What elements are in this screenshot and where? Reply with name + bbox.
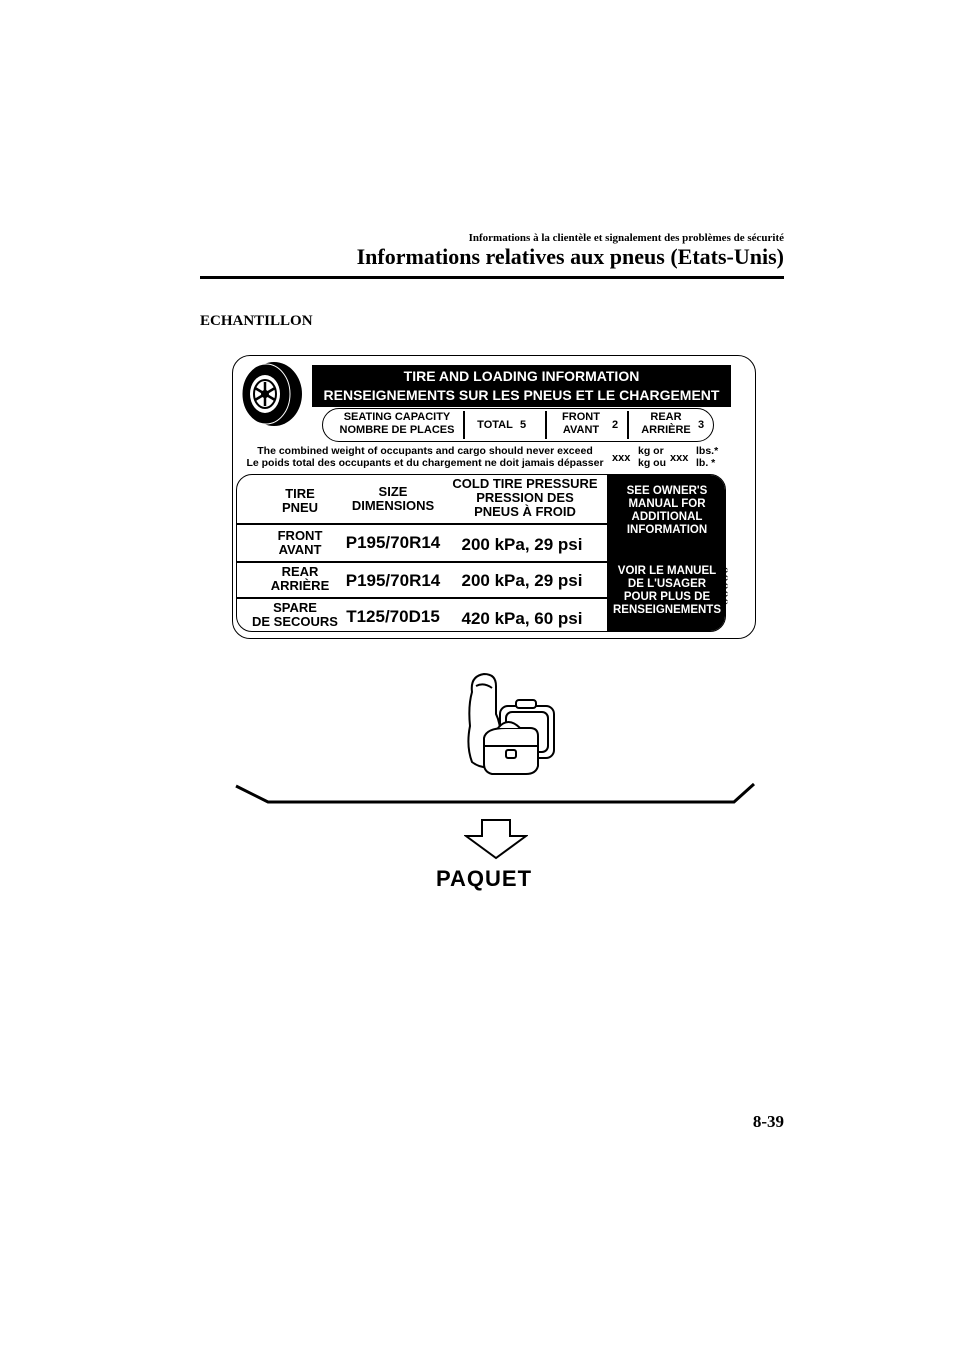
cargo-label: PAQUET [436, 866, 533, 891]
placard-title-fr: RENSEIGNEMENTS SUR LES PNEUS ET LE CHARGEMENT [323, 387, 720, 403]
header-rule [200, 276, 784, 279]
side-text-fr: VOIR LE MANUEL DE L'USAGER POUR PLUS DE RENSEIGNEMENTS [613, 565, 721, 616]
sample-heading: ECHANTILLON [200, 313, 313, 329]
seating-label: SEATING CAPACITY NOMBRE DE PLACES [339, 411, 455, 436]
header-pressure: COLD TIRE PRESSURE PRESSION DES PNEUS À FROID [452, 476, 598, 519]
weight-kg-placeholder: xxx [612, 452, 631, 464]
lbs-units: lbs.* lb. * [696, 445, 719, 469]
seating-capacity-bar [322, 408, 714, 442]
row-spare-pressure: 420 kPa, 60 psi [461, 609, 583, 628]
row-front-label: FRONT AVANT [277, 528, 323, 557]
front-seat-label: FRONT AVANT [562, 411, 600, 436]
row-rear-size: P195/70R14 [345, 571, 441, 590]
row-front-size: P195/70R14 [345, 533, 441, 552]
combined-weight-text: The combined weight of occupants and cargo should never exceed Le poids total des occupants et du chargement ne doit jamais dépasser [246, 445, 604, 469]
placard-code: (XXXX) [716, 566, 730, 607]
page-title: Informations relatives aux pneus (Etats-Unis) [356, 244, 784, 269]
placard-title-en: TIRE AND LOADING INFORMATION [403, 368, 640, 384]
total-label: TOTAL [477, 419, 513, 431]
weight-lbs-placeholder: xxx [670, 452, 689, 464]
row-spare-size: T125/70D15 [346, 607, 440, 626]
kg-units: kg or kg ou [638, 445, 666, 469]
tire-icon [238, 360, 304, 428]
owners-manual-panel [607, 475, 726, 632]
rear-seat-label: REAR ARRIÈRE [641, 411, 691, 436]
side-text-en: SEE OWNER'S MANUAL FOR ADDITIONAL INFORMATION [626, 485, 708, 536]
header-size: SIZE DIMENSIONS [351, 484, 435, 513]
floor-line [234, 782, 758, 810]
total-value: 5 [519, 419, 527, 431]
tire-pressure-table [236, 474, 726, 632]
row-front-pressure: 200 kPa, 29 psi [461, 535, 583, 554]
placard-title [312, 365, 731, 407]
header-tire: TIRE PNEU [281, 486, 319, 515]
page-number: 8-39 [752, 1112, 784, 1131]
row-rear-pressure: 200 kPa, 29 psi [461, 571, 583, 590]
row-rear-label: REAR ARRIÈRE [270, 564, 330, 593]
front-seat-value: 2 [611, 419, 619, 431]
section-subtitle: Informations à la clientèle et signalement des problèmes de sécurité [468, 232, 784, 244]
rear-seat-value: 3 [697, 419, 705, 431]
down-arrow-icon [464, 818, 528, 860]
row-spare-label: SPARE DE SECOURS [252, 600, 338, 629]
luggage-illustration [462, 666, 558, 778]
